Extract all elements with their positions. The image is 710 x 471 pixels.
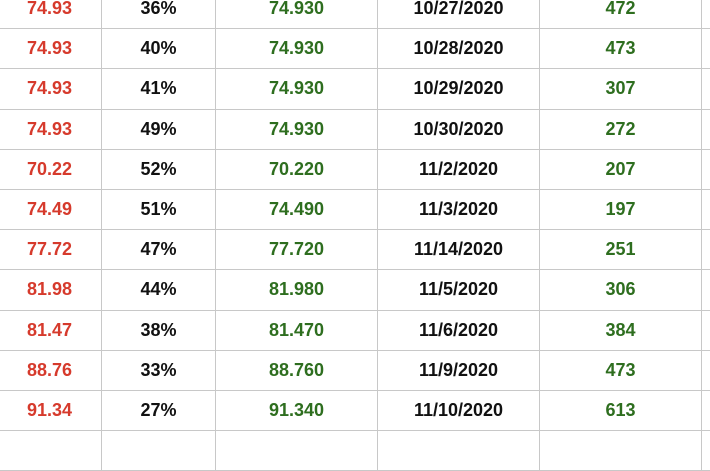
cell-price[interactable] — [0, 29, 102, 68]
cell-percent[interactable] — [102, 29, 216, 68]
cell-date-value: 11/9/2020 — [418, 359, 499, 380]
cell-date-value: 10/28/2020 — [413, 38, 504, 59]
cell-price-value: 88.76 — [26, 359, 73, 380]
cell-overflow[interactable] — [702, 391, 710, 430]
cell-percent[interactable] — [102, 110, 216, 149]
cell-date[interactable] — [378, 431, 540, 470]
cell-percent-value: 52% — [140, 158, 177, 179]
cell-percent-value: 49% — [140, 118, 177, 139]
cell-date[interactable] — [378, 311, 540, 350]
cell-price-decimal-value: 74.930 — [268, 0, 325, 19]
cell-volume-value: 272 — [605, 118, 636, 139]
cell-date[interactable] — [378, 270, 540, 309]
cell-price-decimal[interactable] — [216, 0, 378, 28]
cell-price-value: 74.93 — [26, 0, 73, 19]
cell-percent[interactable] — [102, 230, 216, 269]
cell-percent[interactable] — [102, 391, 216, 430]
cell-price-value: 81.47 — [26, 319, 73, 340]
cell-overflow[interactable] — [702, 351, 710, 390]
cell-volume-value: 207 — [605, 158, 636, 179]
cell-date-value: 10/27/2020 — [413, 0, 504, 19]
cell-price-value: 81.98 — [26, 279, 73, 300]
cell-overflow[interactable] — [702, 29, 710, 68]
cell-date-value: 11/5/2020 — [418, 279, 499, 300]
cell-volume-value: 613 — [605, 399, 636, 420]
cell-price-decimal[interactable] — [216, 69, 378, 108]
table-row — [0, 431, 710, 471]
cell-volume[interactable] — [540, 431, 702, 470]
cell-price-value: 74.93 — [26, 38, 73, 59]
cell-volume-value: 307 — [605, 78, 636, 99]
cell-date-value: 11/6/2020 — [418, 319, 499, 340]
cell-volume[interactable] — [540, 351, 702, 390]
cell-price-decimal[interactable] — [216, 431, 378, 470]
cell-date[interactable] — [378, 0, 540, 28]
cell-price[interactable] — [0, 230, 102, 269]
cell-price[interactable] — [0, 431, 102, 470]
cell-price[interactable] — [0, 69, 102, 108]
table-row — [0, 69, 710, 109]
cell-price-decimal-value: 81.980 — [268, 279, 325, 300]
cell-percent[interactable] — [102, 0, 216, 28]
table-row — [0, 190, 710, 230]
cell-volume[interactable] — [540, 69, 702, 108]
cell-percent-value: 36% — [140, 0, 177, 19]
cell-overflow[interactable] — [702, 190, 710, 229]
cell-percent[interactable] — [102, 190, 216, 229]
cell-volume[interactable] — [540, 270, 702, 309]
cell-date-value: 11/2/2020 — [418, 158, 499, 179]
cell-date[interactable] — [378, 29, 540, 68]
cell-price[interactable] — [0, 391, 102, 430]
table-row — [0, 110, 710, 150]
cell-volume[interactable] — [540, 190, 702, 229]
table-row — [0, 29, 710, 69]
cell-volume[interactable] — [540, 110, 702, 149]
table-row — [0, 351, 710, 391]
cell-overflow[interactable] — [702, 270, 710, 309]
cell-volume[interactable] — [540, 391, 702, 430]
cell-price-decimal-value: 77.720 — [268, 239, 325, 260]
cell-overflow[interactable] — [702, 69, 710, 108]
cell-volume[interactable] — [540, 150, 702, 189]
cell-price-value: 91.34 — [26, 399, 73, 420]
cell-date[interactable] — [378, 190, 540, 229]
cell-percent[interactable] — [102, 311, 216, 350]
cell-date-value: 10/29/2020 — [413, 78, 504, 99]
table-row — [0, 270, 710, 310]
cell-price-decimal[interactable] — [216, 351, 378, 390]
cell-date[interactable] — [378, 110, 540, 149]
cell-price-decimal[interactable] — [216, 230, 378, 269]
cell-overflow[interactable] — [702, 0, 710, 28]
cell-price[interactable] — [0, 0, 102, 28]
cell-date[interactable] — [378, 351, 540, 390]
cell-price-decimal[interactable] — [216, 270, 378, 309]
cell-price[interactable] — [0, 190, 102, 229]
cell-volume-value: 306 — [605, 279, 636, 300]
table-row — [0, 150, 710, 190]
cell-overflow[interactable] — [702, 431, 710, 470]
cell-price[interactable] — [0, 270, 102, 309]
cell-percent[interactable] — [102, 150, 216, 189]
cell-date-value: 11/10/2020 — [413, 399, 504, 420]
cell-price-decimal-value: 70.220 — [268, 158, 325, 179]
cell-percent-value: 40% — [140, 38, 177, 59]
cell-date-value: 10/30/2020 — [413, 118, 504, 139]
cell-volume-value: 473 — [605, 38, 636, 59]
cell-price-value: 74.93 — [26, 118, 73, 139]
cell-price-decimal-value: 88.760 — [268, 359, 325, 380]
cell-percent-value: 41% — [140, 78, 177, 99]
cell-overflow[interactable] — [702, 150, 710, 189]
cell-volume-value: 384 — [605, 319, 636, 340]
cell-price-decimal-value: 81.470 — [268, 319, 325, 340]
cell-date-value: 11/14/2020 — [413, 239, 504, 260]
cell-percent-value: 47% — [140, 239, 177, 260]
cell-volume[interactable] — [540, 29, 702, 68]
cell-percent-value: 51% — [140, 199, 177, 220]
cell-price[interactable] — [0, 110, 102, 149]
table-row — [0, 311, 710, 351]
cell-price-decimal[interactable] — [216, 110, 378, 149]
cell-price[interactable] — [0, 351, 102, 390]
cell-date[interactable] — [378, 150, 540, 189]
cell-price-value: 74.49 — [26, 199, 73, 220]
cell-price-decimal[interactable] — [216, 29, 378, 68]
cell-volume-value: 197 — [605, 199, 636, 220]
cell-percent-value: 38% — [140, 319, 177, 340]
cell-price-decimal[interactable] — [216, 150, 378, 189]
cell-volume-value: 472 — [605, 0, 636, 19]
cell-date[interactable] — [378, 391, 540, 430]
cell-volume[interactable] — [540, 0, 702, 28]
cell-date[interactable] — [378, 230, 540, 269]
cell-percent[interactable] — [102, 270, 216, 309]
table-row — [0, 230, 710, 270]
cell-percent[interactable] — [102, 431, 216, 470]
cell-price-decimal-value: 74.490 — [268, 199, 325, 220]
cell-overflow[interactable] — [702, 311, 710, 350]
cell-price-value: 74.93 — [26, 78, 73, 99]
cell-price-decimal-value: 74.930 — [268, 78, 325, 99]
cell-price[interactable] — [0, 311, 102, 350]
table-row — [0, 391, 710, 431]
cell-price-decimal-value: 91.340 — [268, 399, 325, 420]
cell-price-decimal-value: 74.930 — [268, 38, 325, 59]
cell-percent-value: 33% — [140, 359, 177, 380]
cell-price-value: 77.72 — [26, 239, 73, 260]
cell-date-value: 11/3/2020 — [418, 199, 499, 220]
cell-price-decimal[interactable] — [216, 311, 378, 350]
cell-price-decimal[interactable] — [216, 190, 378, 229]
cell-price-value: 70.22 — [26, 158, 73, 179]
cell-volume[interactable] — [540, 230, 702, 269]
cell-price[interactable] — [0, 150, 102, 189]
cell-overflow[interactable] — [702, 110, 710, 149]
cell-overflow[interactable] — [702, 230, 710, 269]
cell-volume[interactable] — [540, 311, 702, 350]
cell-volume-value: 473 — [605, 359, 636, 380]
cell-price-decimal[interactable] — [216, 391, 378, 430]
cell-percent-value: 27% — [140, 399, 177, 420]
cell-date[interactable] — [378, 69, 540, 108]
cell-percent[interactable] — [102, 69, 216, 108]
cell-percent[interactable] — [102, 351, 216, 390]
table-row — [0, 0, 710, 29]
cell-volume-value: 251 — [605, 239, 636, 260]
cell-price-decimal-value: 74.930 — [268, 118, 325, 139]
cell-percent-value: 44% — [140, 279, 177, 300]
